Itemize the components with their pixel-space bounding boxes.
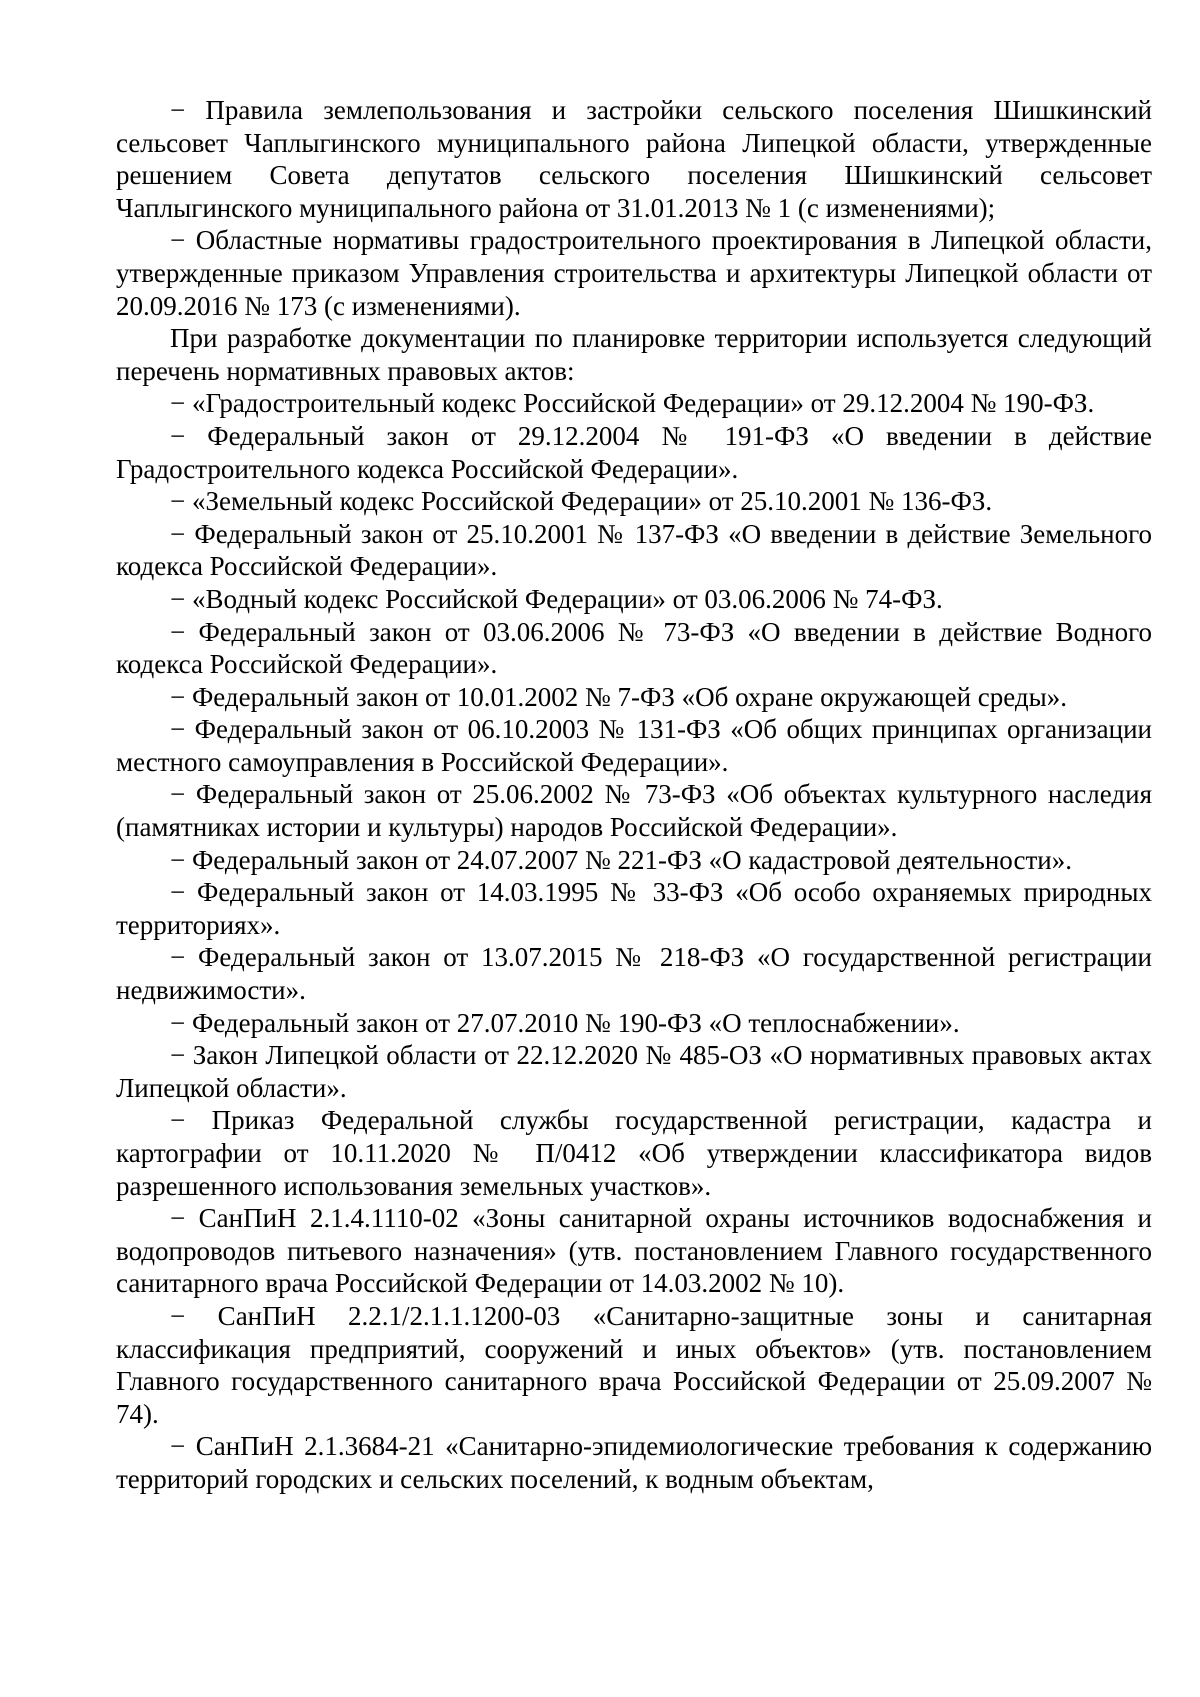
paragraph-urban-planning-code: − «Градостроительный кодекс Российской Федерации» от 29.12.2004 № 190-ФЗ. [170, 388, 1095, 419]
paragraph-land-use-rules: − Правила землепользования и застройки сельского поселения Шишкинский сельсовет Чаплыгинского муниципального района Липецкой области, утвержденные решением Совета депутатов сельского поселения Шишкинский сельсовет Чаплыгинского муниципального района от 31.01.2013 № 1 (с изменениями); [116, 95, 1152, 223]
paragraph-rosreestr-order: − Приказ Федеральной службы государственной регистрации, кадастра и картографии от 10.11.2020 № П/0412 «Об утверждении классификатора видов разрешенного использования земельных участков». [116, 1105, 1152, 1201]
paragraph-land-code: − «Земельный кодекс Российской Федерации» от 25.10.2001 № 136-ФЗ. [170, 486, 993, 517]
paragraph-law-33: − Федеральный закон от 14.03.1995 № 33-ФЗ «Об особо охраняемых природных территориях». [116, 877, 1152, 940]
paragraph-law-131: − Федеральный закон от 06.10.2003 № 131-ФЗ «Об общих принципах организации местного самоуправления в Российской Федерации». [116, 714, 1152, 777]
paragraph-regional-standards: − Областные нормативы градостроительного проектирования в Липецкой области, утвержденные приказом Управления строительства и архитектуры Липецкой области от 20.09.2016 № 173 (с изменениями). [116, 225, 1152, 321]
document-page [116, 94, 1152, 1496]
paragraph-law-190-heat: − Федеральный закон от 27.07.2010 № 190-ФЗ «О теплоснабжении». [170, 1007, 960, 1038]
paragraph-law-221: − Федеральный закон от 24.07.2007 № 221-ФЗ «О кадастровой деятельности». [170, 844, 1072, 875]
paragraph-sanpin-1110: − СанПиН 2.1.4.1110-02 «Зоны санитарной охраны источников водоснабжения и водопроводов питьевого назначения» (утв. постановлением Главного государственного санитарного врача Российской Федерации от 14.03.2002 № 10). [116, 1203, 1152, 1299]
paragraph-law-73-water: − Федеральный закон от 03.06.2006 № 73-ФЗ «О введении в действие Водного кодекса Российской Федерации». [116, 616, 1152, 680]
paragraph-water-code: − «Водный кодекс Российской Федерации» от 03.06.2006 № 74-ФЗ. [170, 583, 943, 614]
paragraph-intro-acts-list: При разработке документации по планировке территории используется следующий перечень нормативных правовых актов: [116, 323, 1152, 386]
paragraph-lipetsk-law-485: − Закон Липецкой области от 22.12.2020 № 485-ОЗ «О нормативных правовых актах Липецкой области». [116, 1040, 1152, 1103]
paragraph-sanpin-1200: − СанПиН 2.2.1/2.1.1.1200-03 «Санитарно-защитные зоны и санитарная классификация предприятий, сооружений и иных объектов» (утв. постановлением Главного государственного санитарного врача Российской Федерации от 25.09.2007 № 74). [116, 1300, 1152, 1429]
paragraph-sanpin-3684: − СанПиН 2.1.3684-21 «Санитарно-эпидемиологические требования к содержанию территорий городских и сельских поселений, к водным объектам, [116, 1431, 1152, 1494]
paragraph-law-73-heritage: − Федеральный закон от 25.06.2002 № 73-ФЗ «Об объектах культурного наследия (памятниках истории и культуры) народов Российской Федерации». [116, 779, 1152, 843]
paragraph-law-137: − Федеральный закон от 25.10.2001 № 137-ФЗ «О введении в действие Земельного кодекса Российской Федерации». [116, 518, 1152, 582]
paragraph-law-218: − Федеральный закон от 13.07.2015 № 218-ФЗ «О государственной регистрации недвижимости». [116, 942, 1152, 1006]
paragraph-law-191: − Федеральный закон от 29.12.2004 № 191-ФЗ «О введении в действие Градостроительного кодекса Российской Федерации». [116, 420, 1152, 484]
paragraph-law-7-environment: − Федеральный закон от 10.01.2002 № 7-ФЗ «Об охране окружающей среды». [170, 681, 1068, 712]
